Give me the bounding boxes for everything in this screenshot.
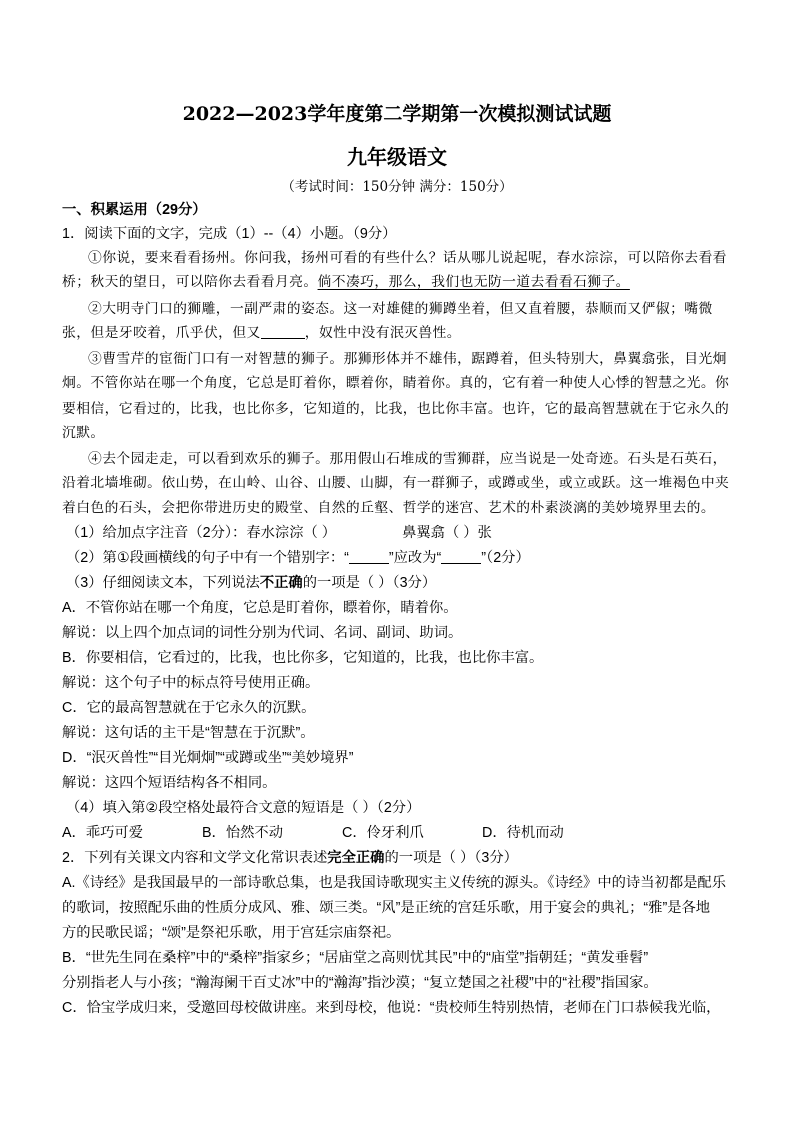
q2-option-a-line-2: 的歌词，按照配乐曲的性质分成风、雅、颂三类。“风”是正统的宫廷乐歌，用于宴会的典礼；“雅”是各地 bbox=[62, 900, 711, 916]
option-d: D．“泯灭兽性”“目光炯炯”“或蹲或坐”“美妙境界” bbox=[62, 750, 354, 766]
question-text: 的一项是（ ）（3分） bbox=[384, 850, 518, 866]
passage-para-3-line-1: ③曹雪芹的宦衙门口有一对智慧的狮子。那狮形体并不雄伟，踞蹲着，但头特别大，鼻翼翕张，目光炯 bbox=[88, 351, 727, 367]
fill-blank[interactable] bbox=[441, 549, 481, 564]
option-a: A．不管你站在哪一个角度，它总是盯着你，瞟着你，睛着你。 bbox=[62, 600, 458, 616]
choice-b: B．怡然不动 bbox=[202, 825, 284, 841]
choice-d: D．待机而动 bbox=[482, 825, 564, 841]
option-a-explanation: 解说：以上四个加点词的词性分别为代词、名词、副词、助词。 bbox=[62, 625, 463, 641]
subquestion-1 bbox=[66, 521, 746, 545]
q2-option-c-line-1: C．恰宝学成归来，受邀回母校做讲座。来到母校，他说：“贵校师生特别热情，老师在门口恭候我光临， bbox=[62, 1000, 721, 1016]
passage-para-2-line-2 bbox=[62, 321, 742, 345]
subquestion-text: ”（2分） bbox=[481, 550, 530, 566]
emphasis-text: 不正确 bbox=[259, 575, 303, 591]
passage-para-3-line-4: 沉默。 bbox=[62, 425, 105, 441]
passage-para-4-line-2: 沿着北墙堆砌。依山势，在山岭、山谷、山腰、山脚，有一群狮子，或蹲或坐，或立或跃。这一堆褐色中夹 bbox=[62, 475, 730, 491]
passage-text: 张，但是牙咬着，爪乎伏，但又 bbox=[62, 325, 261, 341]
passage-para-4-line-1: ④去个园走走，可以看到欢乐的狮子。那用假山石堆成的雪狮群，应当说是一处奇迹。石头是石英石， bbox=[88, 451, 727, 467]
subject-title: 九年级语文 bbox=[347, 145, 447, 169]
exam-info: （考试时间：150分钟 满分：150分） bbox=[281, 179, 513, 195]
option-c: C．它的最高智慧就在于它永久的沉默。 bbox=[62, 700, 316, 716]
subquestion-3 bbox=[66, 571, 746, 595]
subquestion-text: 的一项是（ ）（3分） bbox=[302, 575, 437, 591]
section-heading: 一、积累运用（29分） bbox=[62, 202, 207, 218]
q2-option-b-line-1: B．“世先生同在桑梓”中的“桑梓”指家乡；“居庙堂之高则忧其民”中的“庙堂”指朝廷；“黄发垂髫” bbox=[62, 950, 649, 966]
subquestion-1-part-b: 鼻翼翕（ ）张 bbox=[402, 525, 492, 541]
fill-blank[interactable] bbox=[261, 324, 305, 339]
subquestion-1-part-a: （1）给加点字注音（2分）：春水淙淙（ ） bbox=[66, 525, 337, 541]
passage-text: 桥；秋天的望日，可以陪你去看看月亮。 bbox=[62, 274, 318, 290]
q2-option-a-line-1: A.《诗经》是我国最早的一部诗歌总集，也是我国诗歌现实主义传统的源头。《诗经》中的诗当初都是配乐 bbox=[62, 875, 727, 891]
passage-para-1-line-2 bbox=[62, 270, 742, 294]
passage-text: ，奴性中没有泯灭兽性。 bbox=[304, 325, 461, 341]
subquestion-text: （2）第①段画横线的句子中有一个错别字：“ bbox=[66, 550, 349, 566]
subquestion-text: （3）仔细阅读文本，下列说法 bbox=[66, 575, 260, 591]
option-d-explanation: 解说：这四个短语结构各不相同。 bbox=[62, 775, 277, 791]
passage-para-3-line-2: 炯。不管你站在哪一个角度，它总是盯着你，瞟着你，睛着你。真的，它有着一种使人心悸的智慧之光。你 bbox=[62, 375, 730, 391]
option-c-explanation: 解说：这句话的主干是“智慧在于沉默”。 bbox=[62, 725, 315, 741]
question-text: 2．下列有关课文内容和文学文化常识表述 bbox=[62, 850, 328, 866]
option-b-explanation: 解说：这个句子中的标点符号使用正确。 bbox=[62, 675, 320, 691]
q2-option-b-line-2: 分别指老人与小孩；“瀚海阑干百丈冰”中的“瀚海”指沙漠；“复立楚国之社稷”中的“社稷”指国家。 bbox=[62, 975, 658, 991]
fill-blank[interactable] bbox=[349, 549, 389, 564]
subquestion-2 bbox=[66, 546, 746, 570]
passage-para-1-line-1: ①你说，要来看看扬州。你问我，扬州可看的有些什么？话从哪儿说起呢，春水淙淙，可以陪你去看看 bbox=[88, 250, 727, 266]
option-b: B．你要相信，它看过的，比我，也比你多，它知道的，比我，也比你丰富。 bbox=[62, 650, 544, 666]
question-1-stem: 1．阅读下面的文字，完成（1）--（4）小题。（9分） bbox=[62, 226, 397, 242]
subquestion-text: ”应改为“ bbox=[388, 550, 442, 566]
choice-c: C．伶牙利爪 bbox=[342, 825, 424, 841]
question-2-stem bbox=[62, 846, 742, 870]
emphasis-text: 完全正确 bbox=[327, 850, 385, 866]
passage-para-2-line-1: ②大明寺门口的狮雕，一副严肃的姿态。这一对雄健的狮蹲坐着，但又直着腰，恭顺而又俨俶；嘴微 bbox=[88, 301, 713, 317]
underlined-sentence: 倘不凑巧，那么，我们也无防一道去看看石狮子。 bbox=[317, 274, 630, 290]
q2-option-a-line-3: 方的民歌民谣；“颂”是祭祀乐歌，用于宫廷宗庙祭祀。 bbox=[62, 925, 401, 941]
exam-title: 2022—2023学年度第二学期第一次模拟测试试题 bbox=[182, 103, 612, 125]
choice-a: A．乖巧可爱 bbox=[62, 825, 144, 841]
passage-para-3-line-3: 要相信，它看过的，比我，也比你多，它知道的，比我，也比你丰富。也许，它的最高智慧就在于它永久的 bbox=[62, 401, 730, 417]
subquestion-4: （4）填入第②段空格处最符合文意的短语是（ ）（2分） bbox=[66, 800, 421, 816]
passage-para-4-line-3: 着白色的石头，会把你带进历史的殿堂、自然的丘壑、哲学的迷宫、艺术的朴素淡漓的美妙境界里去的。 bbox=[62, 500, 716, 516]
